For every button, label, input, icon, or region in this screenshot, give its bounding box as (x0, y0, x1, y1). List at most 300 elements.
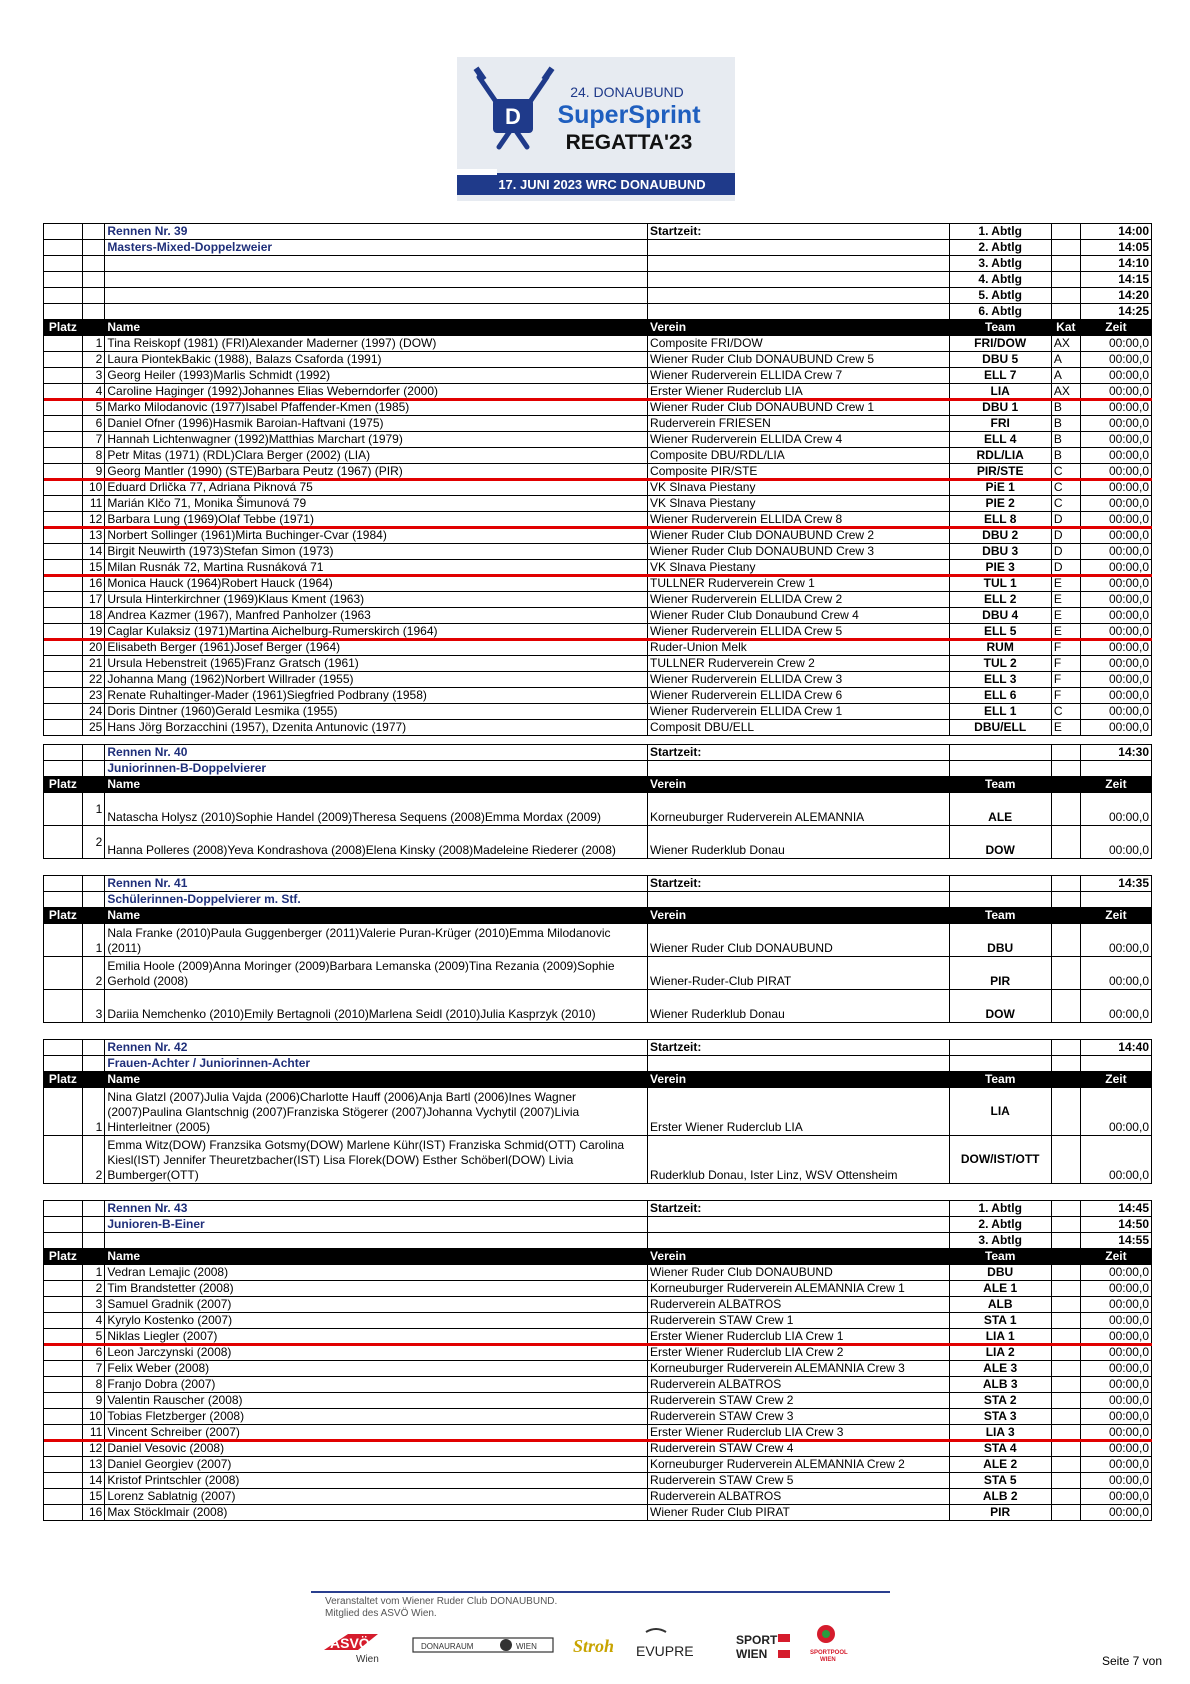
sponsor-logos (318, 1620, 878, 1670)
entry-time: 00:00,0 (1080, 720, 1151, 736)
entry-place: 2 (82, 826, 105, 859)
start-label: Startzeit: (648, 1201, 949, 1217)
entry-name: Birgit Neuwirth (1973)Stefan Simon (1973) (105, 544, 648, 560)
entry-team: STA 5 (949, 1473, 1051, 1489)
sponsor-stroh-logo (573, 1636, 614, 1656)
svg-text:Wien: Wien (356, 1654, 379, 1665)
entry-time: 00:00,0 (1080, 688, 1151, 704)
entry-place: 6 (82, 416, 105, 432)
col-team: Team (949, 777, 1051, 793)
entry-time: 00:00,0 (1080, 1377, 1151, 1393)
entry-club: Wiener Ruder Club Donaubund Crew 4 (648, 608, 949, 624)
race-title: Frauen-Achter / Juniorinnen-Achter (105, 1056, 648, 1072)
entry-time: 00:00,0 (1080, 352, 1151, 368)
svg-text:EVUPRE: EVUPRE (636, 1643, 694, 1659)
logo-banner: 17. JUNI 2023 WRC DONAUBUND (498, 177, 706, 192)
footer-line2: Mitglied des ASVÖ Wien. (325, 1608, 437, 1619)
entry-place: 13 (82, 1457, 105, 1473)
col-team: Team (949, 320, 1051, 336)
entry-team: STA 3 (949, 1409, 1051, 1425)
entry-cat (1051, 924, 1080, 957)
entry-name: Monica Hauck (1964)Robert Hauck (1964) (105, 576, 648, 592)
race-header-row (44, 224, 1152, 240)
entry-cat: C (1051, 496, 1080, 512)
entry-place: 2 (82, 957, 105, 990)
entry-row (44, 704, 1152, 720)
footer-rule (311, 1591, 890, 1593)
entry-name: Renate Ruhaltinger-Mader (1961)Siegfried Podbrany (1958) (105, 688, 648, 704)
entry-team: LIA 3 (949, 1425, 1051, 1441)
heat-row (44, 272, 1152, 288)
entry-team: LIA 2 (949, 1345, 1051, 1361)
heat-time: 14:45 (1080, 1201, 1151, 1217)
entry-time: 00:00,0 (1080, 1313, 1151, 1329)
entry-cat: E (1051, 624, 1080, 640)
race-header-row (44, 876, 1152, 892)
entry-place: 9 (82, 1393, 105, 1409)
entry-place: 1 (82, 793, 105, 826)
entry-place: 2 (82, 1281, 105, 1297)
entry-club: Wiener Ruderverein ELLIDA Crew 2 (648, 592, 949, 608)
entry-team: ELL 5 (949, 624, 1051, 640)
entry-cat: F (1051, 672, 1080, 688)
entry-row (44, 672, 1152, 688)
entry-time: 00:00,0 (1080, 1088, 1151, 1136)
group-separator (44, 398, 1152, 401)
entry-cat (1051, 793, 1080, 826)
entry-place: 23 (82, 688, 105, 704)
entry-row (44, 592, 1152, 608)
entry-club: Wiener Ruderverein ELLIDA Crew 4 (648, 432, 949, 448)
race-header-row (44, 745, 1152, 761)
race-table-1 (43, 744, 1152, 859)
entry-place: 1 (82, 336, 105, 352)
entry-name: Dariia Nemchenko (2010)Emily Bertagnoli (2010)Marlena Seidl (2010)Julia Kasprzyk (2010) (105, 990, 648, 1023)
entry-club: Ruderverein STAW Crew 5 (648, 1473, 949, 1489)
entry-club: VK Slnava Piestany (648, 560, 949, 576)
entry-row (44, 1441, 1152, 1457)
group-separator (44, 574, 1152, 577)
entry-club: Composite PIR/STE (648, 464, 949, 480)
entry-name: Caglar Kulaksiz (1971)Martina Aichelburg-Rumerskirch (1964) (105, 624, 648, 640)
entry-team: ALE 2 (949, 1457, 1051, 1473)
entry-club: Wiener Ruder Club DONAUBUND Crew 1 (648, 400, 949, 416)
entry-name: Franjo Dobra (2007) (105, 1377, 648, 1393)
start-label: Startzeit: (648, 745, 949, 761)
entry-team: PIE 3 (949, 560, 1051, 576)
entry-club: Composit DBU/ELL (648, 720, 949, 736)
race-number: Rennen Nr. 42 (105, 1040, 648, 1056)
entry-row (44, 1345, 1152, 1361)
entry-time: 00:00,0 (1080, 1265, 1151, 1281)
svg-text:WIEN: WIEN (516, 1642, 537, 1651)
entry-team: ALB 3 (949, 1377, 1051, 1393)
entry-cat: E (1051, 720, 1080, 736)
col-place: Platz (44, 1072, 83, 1088)
entry-name: Tina Reiskopf (1981) (FRI)Alexander Maderner (1997) (DOW) (105, 336, 648, 352)
entry-place: 21 (82, 656, 105, 672)
heat-label: 1. Abtlg (949, 224, 1051, 240)
col-time: Zeit (1080, 320, 1151, 336)
entry-place: 13 (82, 528, 105, 544)
entry-team: DBU 4 (949, 608, 1051, 624)
entry-time: 00:00,0 (1080, 544, 1151, 560)
entry-cat: AX (1051, 384, 1080, 400)
entry-time: 00:00,0 (1080, 1345, 1151, 1361)
entry-name: Georg Mantler (1990) (STE)Barbara Peutz (1967) (PIR) (105, 464, 648, 480)
entry-place: 1 (82, 1265, 105, 1281)
entry-club: Wiener Ruderklub Donau (648, 826, 949, 859)
entry-place: 2 (82, 352, 105, 368)
entry-name: Caroline Haginger (1992)Johannes Elias Weberndorfer (2000) (105, 384, 648, 400)
entry-time: 00:00,0 (1080, 336, 1151, 352)
race-list (43, 223, 1152, 1521)
entry-time: 00:00,0 (1080, 512, 1151, 528)
col-time: Zeit (1080, 777, 1151, 793)
entry-team: PIR (949, 1505, 1051, 1521)
entry-place: 3 (82, 1297, 105, 1313)
entry-place: 6 (82, 1345, 105, 1361)
entry-team: ALB (949, 1297, 1051, 1313)
entry-club: Wiener Ruder Club DONAUBUND (648, 924, 949, 957)
entry-time: 00:00,0 (1080, 400, 1151, 416)
entry-name: Tim Brandstetter (2008) (105, 1281, 648, 1297)
entry-club: Ruder-Union Melk (648, 640, 949, 656)
entry-cat (1051, 1457, 1080, 1473)
entry-time: 00:00,0 (1080, 1441, 1151, 1457)
heat-label: 4. Abtlg (949, 272, 1051, 288)
entry-place: 11 (82, 1425, 105, 1441)
race-title: Juniorinnen-B-Doppelvierer (105, 761, 648, 777)
entry-row (44, 496, 1152, 512)
entry-club: Erster Wiener Ruderclub LIA Crew 3 (648, 1425, 949, 1441)
entry-place: 24 (82, 704, 105, 720)
entry-cat: D (1051, 544, 1080, 560)
entry-time: 00:00,0 (1080, 608, 1151, 624)
entry-row (44, 1313, 1152, 1329)
logo-brand2: REGATTA'23 (565, 131, 693, 154)
entry-club: Composite FRI/DOW (648, 336, 949, 352)
entry-row (44, 352, 1152, 368)
entry-place: 19 (82, 624, 105, 640)
entry-club: Composite DBU/RDL/LIA (648, 448, 949, 464)
entry-row (44, 1457, 1152, 1473)
col-team: Team (949, 908, 1051, 924)
entry-place: 8 (82, 448, 105, 464)
entry-club: Wiener Ruderverein ELLIDA Crew 7 (648, 368, 949, 384)
entry-row (44, 640, 1152, 656)
entry-row (44, 608, 1152, 624)
entry-club: Ruderverein FRIESEN (648, 416, 949, 432)
entry-cat: F (1051, 640, 1080, 656)
entry-team: DOW (949, 990, 1051, 1023)
entry-cat (1051, 1409, 1080, 1425)
entry-place: 5 (82, 400, 105, 416)
entry-team: ALE 1 (949, 1281, 1051, 1297)
entry-row (44, 924, 1152, 957)
entry-row (44, 1265, 1152, 1281)
svg-text:D: D (505, 104, 521, 129)
entry-place: 22 (82, 672, 105, 688)
entry-row (44, 448, 1152, 464)
entry-row (44, 576, 1152, 592)
col-name: Name (105, 1249, 648, 1265)
entry-club: Wiener Ruder Club DONAUBUND (648, 1265, 949, 1281)
entry-cat: C (1051, 464, 1080, 480)
entry-club: Ruderverein ALBATROS (648, 1489, 949, 1505)
entry-name: Marko Milodanovic (1977)Isabel Pfaffender-Kmen (1985) (105, 400, 648, 416)
entry-team: ELL 6 (949, 688, 1051, 704)
heat-row (44, 1233, 1152, 1249)
heat-label (949, 876, 1051, 892)
entry-club: Erster Wiener Ruderclub LIA Crew 2 (648, 1345, 949, 1361)
heat-time: 14:55 (1080, 1233, 1151, 1249)
entry-cat: F (1051, 656, 1080, 672)
entry-time: 00:00,0 (1080, 624, 1151, 640)
entry-name: Milan Rusnák 72, Martina Rusnáková 71 (105, 560, 648, 576)
column-header-row (44, 908, 1152, 924)
heat-time: 14:10 (1080, 256, 1151, 272)
page-number: Seite 7 von (1101, 1654, 1162, 1668)
heat-row (44, 892, 1152, 908)
heat-label: 2. Abtlg (949, 1217, 1051, 1233)
entry-row (44, 1505, 1152, 1521)
entry-place: 8 (82, 1377, 105, 1393)
entry-row (44, 720, 1152, 736)
entry-cat (1051, 1136, 1080, 1184)
entry-place: 10 (82, 1409, 105, 1425)
entry-team: LIA 1 (949, 1329, 1051, 1345)
race-title: Masters-Mixed-Doppelzweier (105, 240, 648, 256)
entry-place: 9 (82, 464, 105, 480)
entry-team: ELL 2 (949, 592, 1051, 608)
entry-name: Ursula Hinterkirchner (1969)Klaus Kment (1963) (105, 592, 648, 608)
entry-club: VK Slnava Piestany (648, 496, 949, 512)
entry-club: Wiener Ruderverein ELLIDA Crew 5 (648, 624, 949, 640)
sponsor-sportwien-logo (736, 1633, 790, 1661)
entry-name: Natascha Holysz (2010)Sophie Handel (2009)Theresa Sequens (2008)Emma Mordax (2009) (105, 793, 648, 826)
entry-time: 00:00,0 (1080, 560, 1151, 576)
col-name: Name (105, 320, 648, 336)
entry-team: STA 1 (949, 1313, 1051, 1329)
sponsor-donauraum-logo (413, 1638, 553, 1652)
heat-row (44, 1217, 1152, 1233)
heat-time: 14:05 (1080, 240, 1151, 256)
col-place: Platz (44, 908, 83, 924)
entry-name: Hanna Polleres (2008)Yeva Kondrashova (2008)Elena Kinsky (2008)Madeleine Riederer (2008) (105, 826, 648, 859)
heat-row (44, 256, 1152, 272)
race-title: Junioren-B-Einer (105, 1217, 648, 1233)
entry-club: Wiener-Ruder-Club PIRAT (648, 957, 949, 990)
entry-time: 00:00,0 (1080, 1136, 1151, 1184)
col-place: Platz (44, 777, 83, 793)
entry-row (44, 1088, 1152, 1136)
entry-time: 00:00,0 (1080, 496, 1151, 512)
entry-name: Daniel Vesovic (2008) (105, 1441, 648, 1457)
entry-row (44, 432, 1152, 448)
entry-team: ALB 2 (949, 1489, 1051, 1505)
entry-team: LIA (949, 1088, 1051, 1136)
entry-team: FRI/DOW (949, 336, 1051, 352)
col-place: Platz (44, 1249, 83, 1265)
heat-time: 14:25 (1080, 304, 1151, 320)
entry-team: DBU (949, 924, 1051, 957)
entry-time: 00:00,0 (1080, 957, 1151, 990)
entry-name: Hannah Lichtenwagner (1992)Matthias Marchart (1979) (105, 432, 648, 448)
group-separator (44, 478, 1152, 481)
footer-line1: Veranstaltet vom Wiener Ruder Club DONAUBUND. (325, 1596, 558, 1607)
entry-name: Valentin Rauscher (2008) (105, 1393, 648, 1409)
entry-time: 00:00,0 (1080, 1361, 1151, 1377)
entry-name: Nala Franke (2010)Paula Guggenberger (2011)Valerie Puran-Krüger (2010)Emma Milodanovic (2011) (105, 924, 648, 957)
start-label: Startzeit: (648, 224, 949, 240)
col-team: Team (949, 1072, 1051, 1088)
entry-cat (1051, 1265, 1080, 1281)
entry-time: 00:00,0 (1080, 990, 1151, 1023)
entry-club: Wiener Ruderverein ELLIDA Crew 1 (648, 704, 949, 720)
entry-team: PIR/STE (949, 464, 1051, 480)
start-label: Startzeit: (648, 876, 949, 892)
entry-cat (1051, 1361, 1080, 1377)
group-separator (44, 1439, 1152, 1442)
entry-place: 20 (82, 640, 105, 656)
heat-row (44, 304, 1152, 320)
entry-cat (1051, 826, 1080, 859)
entry-club: Korneuburger Ruderverein ALEMANNIA Crew 2 (648, 1457, 949, 1473)
entry-club: Wiener Ruderverein ELLIDA Crew 6 (648, 688, 949, 704)
entry-row (44, 1361, 1152, 1377)
col-club: Verein (648, 777, 949, 793)
entry-name: Johanna Mang (1962)Norbert Willrader (1955) (105, 672, 648, 688)
col-time: Zeit (1080, 908, 1151, 924)
entry-place: 2 (82, 1136, 105, 1184)
logo-edition: 24. DONAUBUND (570, 84, 684, 100)
entry-cat: F (1051, 688, 1080, 704)
entry-row (44, 1473, 1152, 1489)
entry-place: 7 (82, 1361, 105, 1377)
entry-cat (1051, 1393, 1080, 1409)
svg-text:WIEN: WIEN (820, 1657, 836, 1663)
entry-name: Kyrylo Kostenko (2007) (105, 1313, 648, 1329)
entry-row (44, 1377, 1152, 1393)
entry-row (44, 544, 1152, 560)
entry-cat: AX (1051, 336, 1080, 352)
svg-text:DONAURAUM: DONAURAUM (421, 1642, 474, 1651)
entry-name: Georg Heiler (1993)Marlis Schmidt (1992) (105, 368, 648, 384)
entry-team: ELL 1 (949, 704, 1051, 720)
entry-name: Ursula Hebenstreit (1965)Franz Gratsch (1961) (105, 656, 648, 672)
entry-team: ELL 4 (949, 432, 1051, 448)
col-club: Verein (648, 908, 949, 924)
heat-time: 14:35 (1080, 876, 1151, 892)
col-club: Verein (648, 1072, 949, 1088)
race-title: Schülerinnen-Doppelvierer m. Stf. (105, 892, 648, 908)
col-time: Zeit (1080, 1249, 1151, 1265)
entry-place: 7 (82, 432, 105, 448)
entry-name: Tobias Fletzberger (2008) (105, 1409, 648, 1425)
entry-place: 14 (82, 1473, 105, 1489)
entry-club: VK Slnava Piestany (648, 480, 949, 496)
entry-cat (1051, 1489, 1080, 1505)
race-table-3 (43, 1039, 1152, 1184)
sponsor-evupre-logo (636, 1629, 694, 1659)
entry-time: 00:00,0 (1080, 480, 1151, 496)
heat-row (44, 288, 1152, 304)
entry-name: Vincent Schreiber (2007) (105, 1425, 648, 1441)
col-name: Name (105, 908, 648, 924)
entry-cat (1051, 1473, 1080, 1489)
entry-name: Vedran Lemajic (2008) (105, 1265, 648, 1281)
entry-name: Niklas Liegler (2007) (105, 1329, 648, 1345)
sponsor-asvo-logo (324, 1634, 379, 1665)
entry-time: 00:00,0 (1080, 1281, 1151, 1297)
entry-place: 14 (82, 544, 105, 560)
entry-team: DOW/IST/OTT (949, 1136, 1051, 1184)
group-separator (44, 638, 1152, 641)
entry-club: Ruderverein STAW Crew 4 (648, 1441, 949, 1457)
heat-label (949, 1040, 1051, 1056)
entry-team: PiE 1 (949, 480, 1051, 496)
entry-place: 3 (82, 990, 105, 1023)
race-number: Rennen Nr. 41 (105, 876, 648, 892)
entry-name: Norbert Sollinger (1961)Mirta Buchinger-Cvar (1984) (105, 528, 648, 544)
entry-club: Wiener Ruder Club DONAUBUND Crew 2 (648, 528, 949, 544)
column-header-row (44, 320, 1152, 336)
entry-team: ALE (949, 793, 1051, 826)
entry-row (44, 990, 1152, 1023)
entry-team: DBU 1 (949, 400, 1051, 416)
entry-club: Korneuburger Ruderverein ALEMANNIA Crew 3 (648, 1361, 949, 1377)
entry-team: DOW (949, 826, 1051, 859)
entry-place: 12 (82, 512, 105, 528)
col-team: Team (949, 1249, 1051, 1265)
heat-row (44, 240, 1152, 256)
entry-club: Wiener Ruder Club DONAUBUND Crew 5 (648, 352, 949, 368)
col-cat: Kat (1051, 320, 1080, 336)
entry-cat: E (1051, 592, 1080, 608)
heat-row (44, 761, 1152, 777)
entry-time: 00:00,0 (1080, 793, 1151, 826)
entry-club: Wiener Ruderverein ELLIDA Crew 8 (648, 512, 949, 528)
column-header-row (44, 1249, 1152, 1265)
heat-label: 6. Abtlg (949, 304, 1051, 320)
entry-place: 1 (82, 924, 105, 957)
entry-team: DBU (949, 1265, 1051, 1281)
entry-row (44, 1297, 1152, 1313)
entry-row (44, 1409, 1152, 1425)
entry-time: 00:00,0 (1080, 1393, 1151, 1409)
entry-cat: B (1051, 448, 1080, 464)
entry-team: FRI (949, 416, 1051, 432)
entry-name: Samuel Gradnik (2007) (105, 1297, 648, 1313)
column-header-row (44, 1072, 1152, 1088)
entry-name: Hans Jörg Borzacchini (1957), Dzenita Antunovic (1977) (105, 720, 648, 736)
entry-cat (1051, 957, 1080, 990)
race-header-row (44, 1040, 1152, 1056)
entry-team: STA 4 (949, 1441, 1051, 1457)
heat-time: 14:00 (1080, 224, 1151, 240)
col-name: Name (105, 1072, 648, 1088)
entry-club: Wiener Ruder Club DONAUBUND Crew 3 (648, 544, 949, 560)
heat-label: 5. Abtlg (949, 288, 1051, 304)
entry-club: TULLNER Ruderverein Crew 2 (648, 656, 949, 672)
footer-text (325, 1596, 557, 1620)
sponsor-sportpool-logo (810, 1625, 848, 1663)
entry-place: 5 (82, 1329, 105, 1345)
entry-row (44, 793, 1152, 826)
entry-name: Elisabeth Berger (1961)Josef Berger (1964) (105, 640, 648, 656)
entry-team: DBU/ELL (949, 720, 1051, 736)
